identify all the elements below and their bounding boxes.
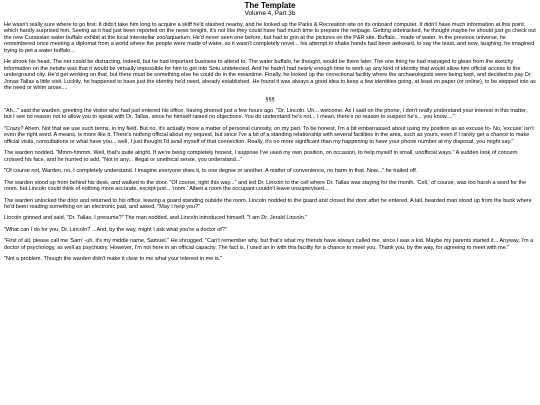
paragraph: He shook his head. The net could be distracting, indeed, but he had important business to attend to. The water buffalo, he thought, would be there later. The one thing he had managed to glean from the sketchy information on the netsite was that it would be virtually impossible for him to get into Sotu undetected. And he hadn't had nearly enough time to work up any kind of identity that would allow him official access to the underground city. He'd get working on that, but there must be something else he could do in the meantime. Finally, he looked up the correctional facility where the archaeologists were being kept, and decided to pay Dr. Jonas Tallas a little visit. Luckily, he happened to have just the identity he'd need, already established. He found it was always a good idea to keep a few identities going, at least on paper (or online), to be stepped into as the need or whim arose.... [4,59,536,92]
paragraph: "What can I do for you, Dr. Lincoln? ...And, by the way, might I ask what you're a doctor of?" [4,226,227,233]
paragraph: Lincoln grinned and said, "Dr. Tallas, I presume?" The man nodded, and Lincoln introduced himself. "I am Dr. Jerald Lincoln." [4,215,308,222]
paragraph: "Of course not, Warden, no, I completely understand. I imagine everyone does it, to one degree or another. A matter of convenience, no harm in that. Now..." he trailed off. [4,168,418,175]
document-subtitle: Volume 4, Part 3b [244,10,296,17]
paragraph: The warden nodded. "Mmm-hmmm. Well, that's quite alright. If we're being completely honest, I suppose I've used my own position, on occasion, to help myself in small, unofficial ways." A sudden look of concern crossed his face, and he hurried to add, "Not in any... illegal or unethical sense, you understand..." [4,150,518,163]
paragraph: "Ah..." said the warden, greeting the visitor who had just entered his office, having phoned just a few hours ago. "Dr. Lincoln. Uh... welcome. As I said on the phone, I don't really understand your interest in this matter, but I see no reason not to allow you to speak with Dr. Tallas, since he himself raised no objections. You do understand he's not... I mean, there's no reason to suspect he's... you know...." [4,107,528,121]
paragraph: The warden unlocked the door and returned to his office, leaving a guard standing outside the room. Lincoln nodded to the guard and closed the door after he entered. A tall, bearded man stood up from the bunk where he'd been reading something on an electronic pad, and asked, "May I help you?" [4,197,532,210]
paragraph: "First of all, please call me 'Sam' -uh, it's my middle name, Samuel." He shrugged. "Can't remember why, but that's what my friends have always called me, since I was a kid. Maybe my parents started it... Anyway, I'm a doctor of psychology, as well as psychiatry. However, I'm not here in an official capacity. The fact is, I used an in with this facility for a chance to meet you. Thank you, by the way, for agreeing to meet with me." [4,238,534,251]
paragraph: He wasn't really sure where to go first. It didn't take him long to acquire a skiff he'd stashed nearby, and he looked up the Parks & Recreation site on its onboard computer. It didn't have much information at this point, which hardly surprised him. Seeing as it had just been reported on the news tonight, it's not like they could have had much time to prepare the netpage. Getting sidetracked, he thought maybe he should just go check out the new Curassian water buffalo exhibit at the local interstellar zoo/aquarium. He'd never seen one before, but had to grin at the pictures on the P&R site. Buffalo... made of water. In the previous universe, he remembered once meeting a diplomat from a world where the people were made of water, so it wasn't completely novel... his attempt to shake hands had been awkward, to say the least, and now, laughing, he imagined trying to pet a water buffalo... [4,22,536,54]
paragraph: "Not a problem. Though the warden didn't make it clear to me what your interest in me is." [4,256,223,263]
section-separator: §§§ [265,96,275,103]
document-title: The Template [244,1,296,10]
paragraph: The warden stood up from behind his desk, and walked to the door. "Of course, right this way..." and led Dr. Lincoln to the cell where Dr. Tallas was staying for the month. 'Cell,' of course, was too harsh a word for the room, but Lincoln could think of nothing more accurate, except just... 'room.' Albeit a room the occupant couldn't leave unsupervised.... [4,179,527,193]
paragraph: "Crazy? Ahem. Not that we use such terms, in my field. But no, it's actually more a matter of personal curiosity, on my part. To be honest, I'm a bit embarrassed about using my position as an excuse to- No, 'excuse' isn't even the right word. A means, is more like it. There's nothing official about my request, but since I've a bit of a standing relationship with several facilities in the area, such as yours, even if I rarely get a chance to make official visits, consultations or what have you... well, I just thought I'd avail myself of that connection. Really, it's no more significant than my happening to have your phone number at my disposal, you might say." [4,125,534,145]
